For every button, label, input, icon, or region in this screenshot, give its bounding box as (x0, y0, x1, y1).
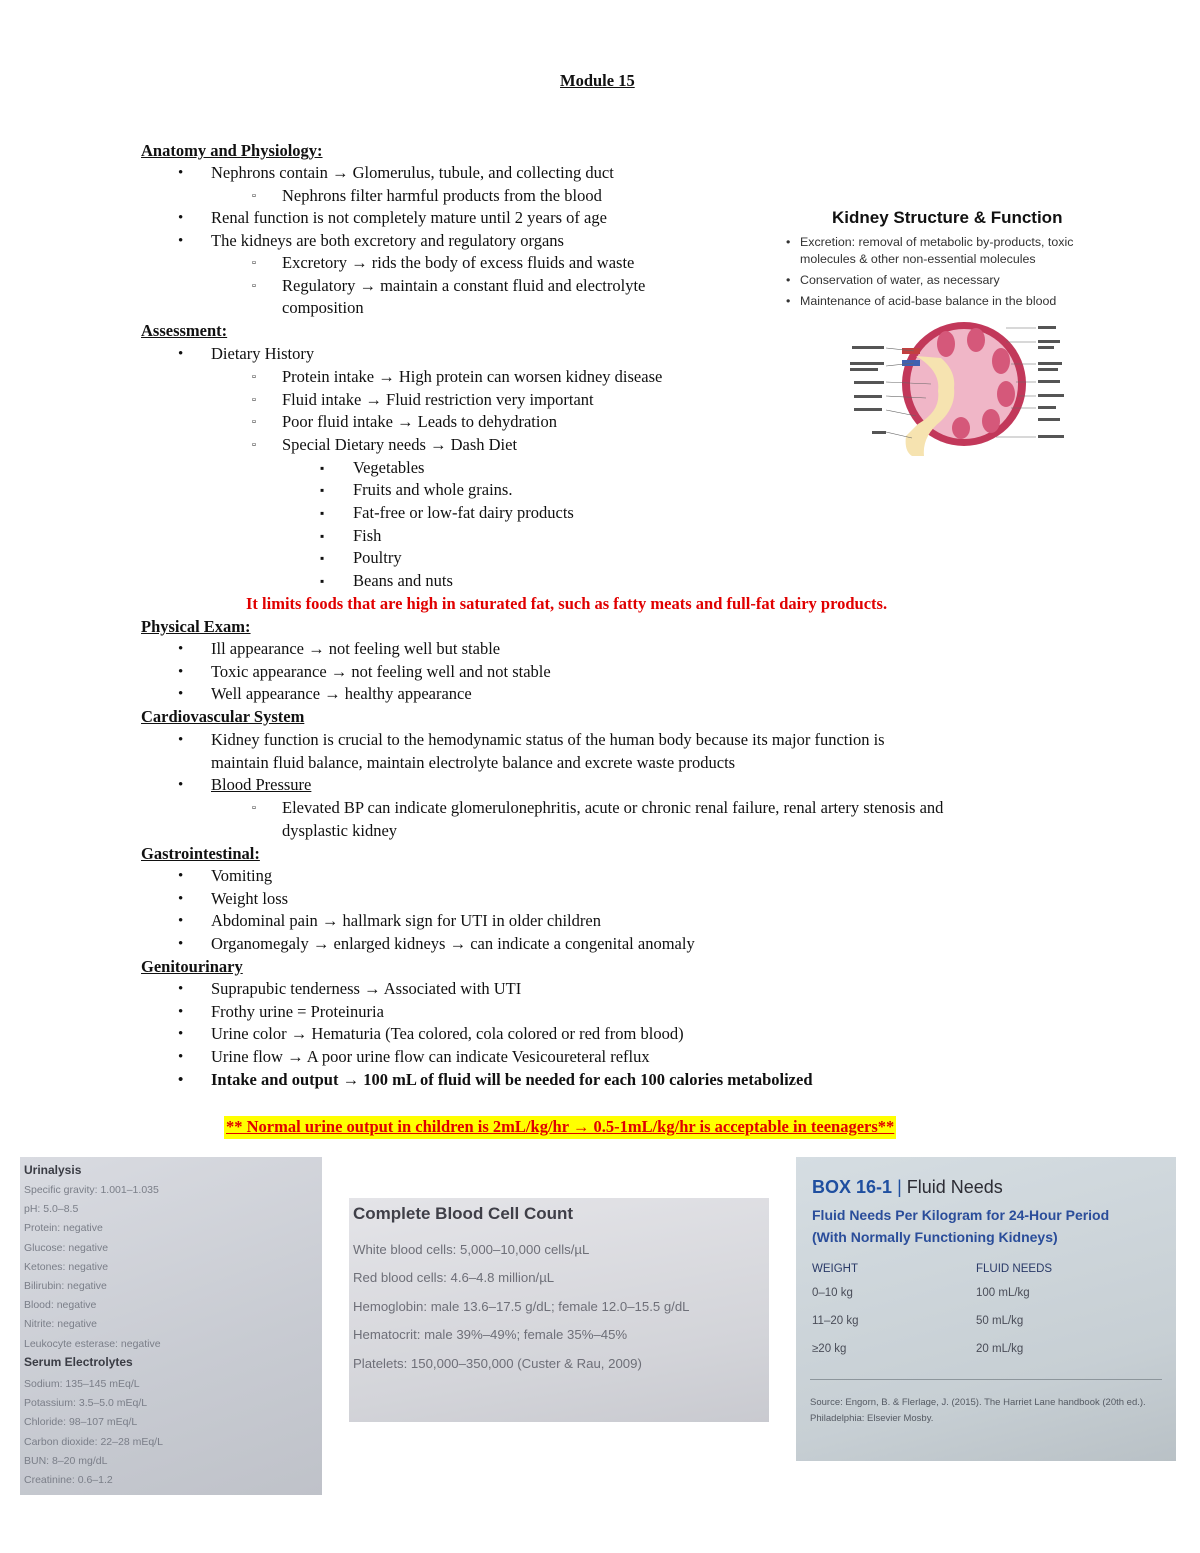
list-item: • Renal function is not completely mature until 2 years of age (211, 207, 607, 230)
electrolyte-line: Creatinine: 0.6–1.2 (24, 1474, 113, 1487)
list-item-continuation: dysplastic kidney (282, 821, 398, 840)
ring-bullet-icon: ▫ (252, 416, 256, 428)
list-item: • Nephrons contain → Glomerulus, tubule, and collecting duct (211, 162, 614, 185)
list-item: ▫ Excretory → rids the body of excess fluids and waste (282, 252, 634, 275)
cbc-lines (353, 1236, 690, 1378)
dash-diet-note: It limits foods that are high in saturated fat, such as fatty meats and full-fat dairy products. (246, 594, 888, 613)
urinalysis-photo (20, 1157, 322, 1495)
list-item: • Frothy urine = Proteinuria (211, 1001, 384, 1024)
urinalysis-line: Bilirubin: negative (24, 1280, 107, 1293)
list-item: ▪ Fish (353, 525, 381, 548)
serum-electrolytes-heading: Serum Electrolytes (24, 1355, 133, 1369)
fluid-source: Philadelphia: Elsevier Mosby. (810, 1413, 934, 1424)
urinalysis-line: Leukocyte esterase: negative (24, 1337, 161, 1350)
physical-exam-heading: Physical Exam: (141, 617, 251, 636)
fluid-cell: 20 mL/kg (976, 1343, 1024, 1355)
list-item: • Kidney function is crucial to the hemodynamic status of the human body because its major function is (211, 729, 885, 752)
urinalysis-line: Nitrite: negative (24, 1318, 97, 1331)
urinalysis-line: Ketones: negative (24, 1260, 109, 1273)
urinalysis-line: Blood: negative (24, 1299, 97, 1312)
kidney-box-title: Kidney Structure & Function (832, 208, 1063, 227)
list-item: • Organomegaly → enlarged kidneys → can indicate a congenital anomaly (211, 933, 695, 956)
electrolyte-line: Potassium: 3.5–5.0 mEq/L (24, 1397, 148, 1410)
fluid-subtitle: Fluid Needs Per Kilogram for 24-Hour Period (812, 1207, 1110, 1223)
cbc-photo (349, 1198, 769, 1422)
weight-cell: ≥20 kg (812, 1343, 847, 1355)
cbc-line: Red blood cells: 4.6–4.8 million/µL (353, 1270, 555, 1286)
weight-cell: 0–10 kg (812, 1287, 853, 1299)
cbc-heading: Complete Blood Cell Count (353, 1204, 574, 1223)
urinalysis-heading: Urinalysis (24, 1163, 82, 1177)
kidney-box-bullet-continuation: molecules & other non-essential molecules (800, 252, 1036, 266)
list-item: ▫ Elevated BP can indicate glomerulonephritis, acute or chronic renal failure, renal artery stenosis and (282, 797, 943, 820)
page-title: Module 15 (560, 71, 635, 90)
list-item: • Intake and output → 100 mL of fluid will be needed for each 100 calories metabolized (211, 1069, 813, 1092)
ring-bullet-icon: ▫ (252, 257, 256, 269)
kidney-box-bullet: • Conservation of water, as necessary (800, 272, 1000, 290)
cbc-line: Hemoglobin: male 13.6–17.5 g/dL; female 12.0–15.5 g/dL (353, 1298, 690, 1314)
ring-bullet-icon: ▫ (252, 190, 256, 202)
fluid-subtitle: (With Normally Functioning Kidneys) (812, 1229, 1058, 1245)
list-item: ▫ Regulatory → maintain a constant fluid and electrolyte (282, 275, 645, 298)
electrolyte-lines (24, 1375, 163, 1490)
box-title: Fluid Needs (906, 1177, 1003, 1197)
ring-bullet-icon: ▫ (252, 371, 256, 383)
list-item: • Toxic appearance → not feeling well and not stable (211, 661, 551, 684)
gastrointestinal-heading: Gastrointestinal: (141, 844, 260, 863)
ring-bullet-icon: ▫ (252, 802, 256, 814)
fluid-box-header (812, 1177, 1003, 1198)
bullet-icon: • (786, 273, 791, 287)
fluid-cell: 100 mL/kg (976, 1287, 1030, 1299)
anatomy-heading: Anatomy and Physiology: (141, 141, 323, 160)
electrolyte-line: Sodium: 135–145 mEq/L (24, 1378, 140, 1390)
urine-output-note: ** Normal urine output in children is 2mL/kg/hr → 0.5-1mL/kg/hr is acceptable in teenagers** (224, 1116, 896, 1139)
fluid-cell: 50 mL/kg (976, 1315, 1024, 1327)
urinalysis-lines (24, 1181, 161, 1354)
fluid-divider (810, 1379, 1162, 1380)
list-item: ▫ Fluid intake → Fluid restriction very important (282, 389, 594, 412)
list-item: ▪ Fat-free or low-fat dairy products (353, 502, 574, 525)
list-item: • Weight loss (211, 888, 288, 911)
list-item: ▪ Poultry (353, 547, 402, 570)
list-item-continuation: composition (282, 298, 364, 317)
weight-column-header: WEIGHT (812, 1263, 858, 1275)
list-item: • Vomiting (211, 865, 272, 888)
fluid-table-row (812, 1343, 1152, 1355)
list-item: • Well appearance → healthy appearance (211, 683, 472, 706)
list-item: ▫ Protein intake → High protein can worsen kidney disease (282, 366, 662, 389)
list-item: • Dietary History (211, 343, 314, 366)
fluid-needs-photo (796, 1157, 1176, 1461)
cbc-line: Platelets: 150,000–350,000 (Custer & Rau, 2009) (353, 1355, 642, 1371)
fluid-column-header: FLUID NEEDS (976, 1263, 1053, 1275)
list-item: • Urine color → Hematuria (Tea colored, cola colored or red from blood) (211, 1023, 684, 1046)
box-divider: | (897, 1177, 907, 1197)
cbc-line: White blood cells: 5,000–10,000 cells/µL (353, 1242, 590, 1257)
kidney-box-bullet: • Maintenance of acid-base balance in the blood (800, 293, 1056, 311)
cardiovascular-heading: Cardiovascular System (141, 707, 305, 726)
fluid-table-row (812, 1287, 1152, 1299)
urinalysis-line: pH: 5.0–8.5 (24, 1203, 79, 1216)
ring-bullet-icon: ▫ (252, 280, 256, 292)
list-item: • Urine flow → A poor urine flow can indicate Vesicoureteral reflux (211, 1046, 650, 1069)
list-item: • Blood Pressure (211, 774, 311, 797)
box-label: BOX 16-1 (812, 1177, 893, 1197)
list-item: • The kidneys are both excretory and regulatory organs (211, 230, 564, 253)
cbc-line: Hematocrit: male 39%–49%; female 35%–45% (353, 1327, 628, 1343)
kidney-cross-section-illustration (846, 316, 1066, 456)
list-item: • Ill appearance → not feeling well but stable (211, 638, 500, 661)
electrolyte-line: Chloride: 98–107 mEq/L (24, 1416, 138, 1429)
bullet-icon: • (786, 235, 791, 249)
list-item: • Suprapubic tenderness → Associated with UTI (211, 978, 521, 1001)
list-item: ▪ Fruits and whole grains. (353, 479, 512, 502)
list-item-continuation: maintain fluid balance, maintain electrolyte balance and excrete waste products (211, 753, 736, 772)
list-item: ▫ Nephrons filter harmful products from the blood (282, 185, 602, 208)
ring-bullet-icon: ▫ (252, 394, 256, 406)
list-item: ▪ Beans and nuts (353, 570, 453, 593)
genitourinary-heading: Genitourinary (141, 957, 243, 976)
list-item: • Abdominal pain → hallmark sign for UTI in older children (211, 910, 601, 933)
weight-cell: 11–20 kg (812, 1315, 859, 1327)
bullet-icon: • (786, 294, 791, 308)
urinalysis-line: Specific gravity: 1.001–1.035 (24, 1184, 159, 1196)
kidney-box-bullet: • Excretion: removal of metabolic by-products, toxic (800, 234, 1073, 252)
fluid-table-row (812, 1315, 1152, 1327)
fluid-source: Source: Engorn, B. & Flerlage, J. (2015). The Harriet Lane handbook (20th ed.). (810, 1397, 1146, 1408)
ring-bullet-icon: ▫ (252, 439, 256, 451)
urinalysis-line: Protein: negative (24, 1222, 103, 1235)
electrolyte-line: BUN: 8–20 mg/dL (24, 1454, 108, 1467)
assessment-heading: Assessment: (141, 321, 228, 340)
electrolyte-line: Carbon dioxide: 22–28 mEq/L (24, 1435, 163, 1448)
list-item: ▪ Vegetables (353, 457, 424, 480)
list-item: ▫ Poor fluid intake → Leads to dehydration (282, 411, 557, 434)
urinalysis-line: Glucose: negative (24, 1241, 109, 1254)
list-item: ▫ Special Dietary needs → Dash Diet (282, 434, 517, 457)
